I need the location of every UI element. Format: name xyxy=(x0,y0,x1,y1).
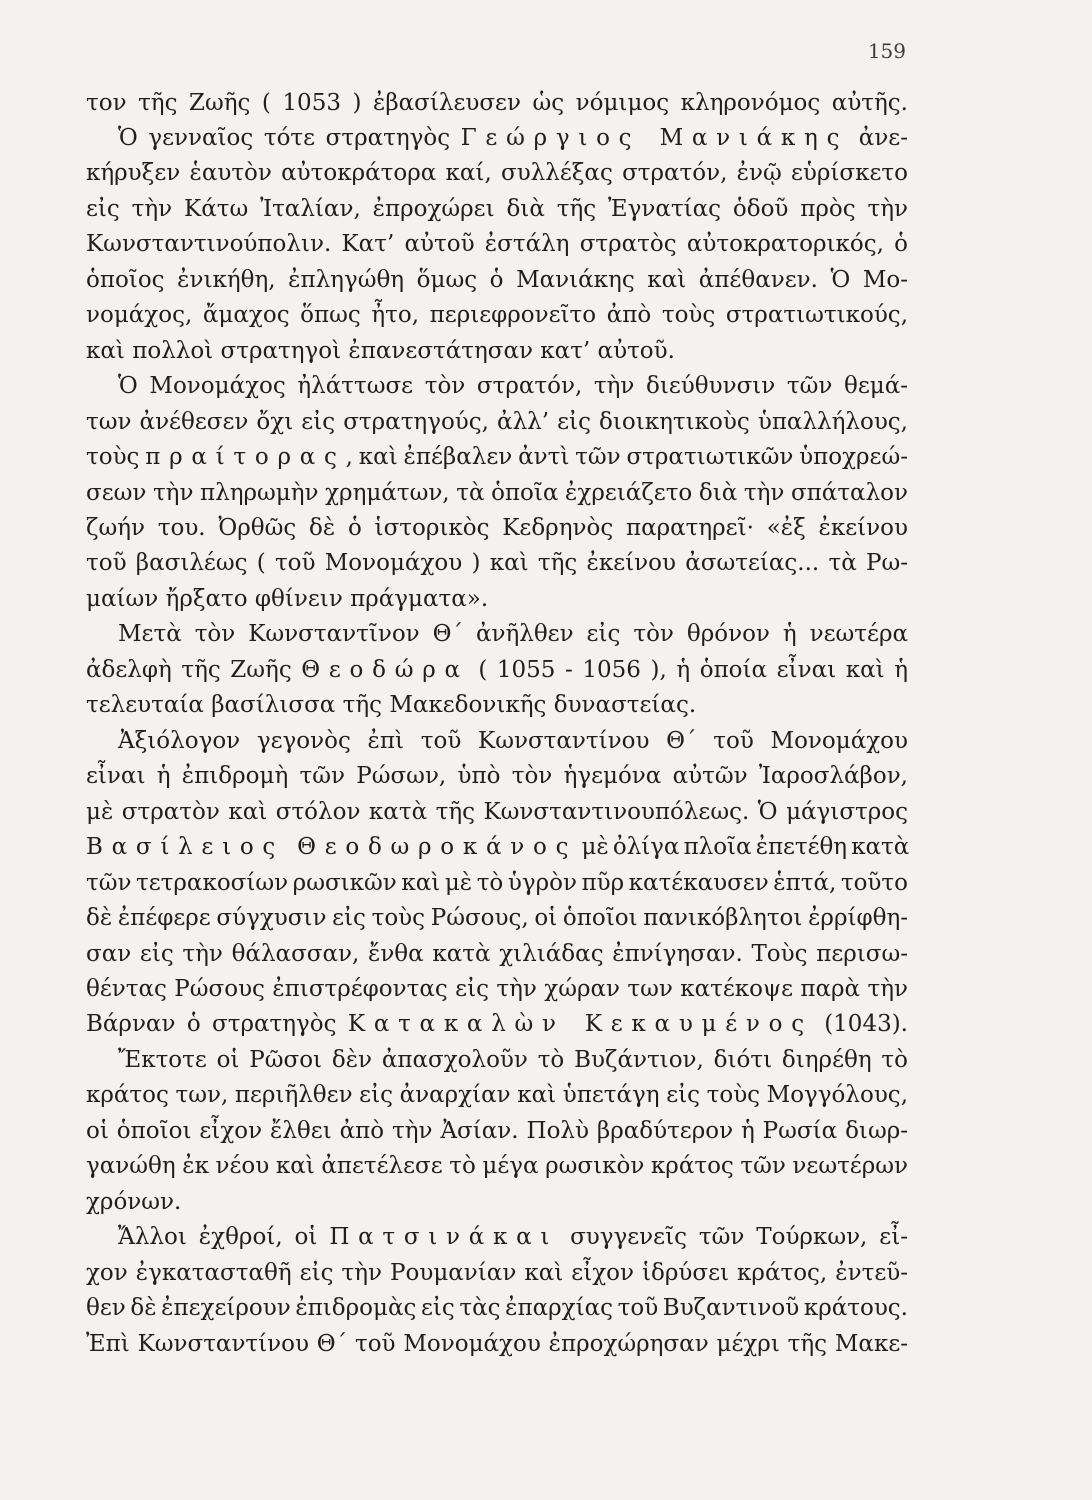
text-run: Ἐπὶ Κωνσταντίνου Θ΄ τοῦ Μονομάχου ἐπροχώρησαν μέχρι τῆς Μακε- xyxy=(86,1330,908,1357)
text-line xyxy=(86,1327,908,1362)
text-line xyxy=(86,192,908,227)
emphasized-name: πραίτορας xyxy=(145,444,346,471)
text-run: ζωήν του. Ὀρθῶς δὲ ὁ ἱστορικὸς Κεδρηνὸς παρατηρεῖ· «ἐξ ἐκείνου xyxy=(86,515,908,542)
line-content xyxy=(86,227,908,262)
text-run: (1043). xyxy=(812,1011,908,1038)
text-run: σεων τὴν πληρωμὴν χρημάτων, τὰ ὁποῖα ἐχρειάζετο διὰ τὴν σπάταλον xyxy=(86,479,908,506)
line-content xyxy=(86,440,908,475)
line-content xyxy=(118,1220,908,1255)
line-content xyxy=(86,334,675,369)
line-content xyxy=(86,476,908,511)
line-content xyxy=(86,156,908,191)
text-run: των ἀνέθεσεν ὄχι εἰς στρατηγούς, ἀλλ’ εἰς διοικητικοὺς ὑπαλλήλους, xyxy=(86,408,908,435)
text-run: ( 1055 - 1056 ), ἡ ὁποία εἶναι καὶ ἡ xyxy=(468,656,908,683)
text-run: Ὁ γενναῖος τότε στρατηγὸς xyxy=(118,124,461,151)
line-content xyxy=(86,1256,908,1291)
line-content xyxy=(86,1185,181,1220)
text-line xyxy=(86,334,675,369)
paragraph-first-line xyxy=(118,1043,908,1078)
text-line xyxy=(86,440,908,475)
emphasized-name: Κατακαλὼν Κεκαυμένος xyxy=(347,1011,813,1038)
text-run: κράτος των, περιῆλθεν εἰς ἀναρχίαν καὶ ὑπετάγη εἰς τοὺς Μογγόλους, xyxy=(86,1082,908,1109)
line-content xyxy=(118,369,908,404)
text-run: Ἔκτοτε οἱ Ρῶσοι δὲν ἀπασχολοῦν τὸ Βυζάντιον, διότι διηρέθη τὸ xyxy=(118,1046,908,1073)
text-run: τοὺς xyxy=(86,444,146,471)
text-line xyxy=(86,1078,908,1113)
text-line xyxy=(86,1256,908,1291)
text-line xyxy=(86,937,908,972)
text-run: ὁποῖος ἐνικήθη, ἐπληγώθη ὅμως ὁ Μανιάκης καὶ ἀπέθανεν. Ὁ Μο- xyxy=(86,266,908,293)
line-content xyxy=(86,405,908,440)
text-run: εἰς τὴν Κάτω Ἰταλίαν, ἐπροχώρει διὰ τῆς Ἐγνατίας ὁδοῦ πρὸς τὴν xyxy=(86,195,908,222)
line-content xyxy=(86,546,908,581)
text-run: ἀνε- xyxy=(848,124,908,151)
text-line xyxy=(86,476,908,511)
text-line xyxy=(86,795,908,830)
text-run: Μετὰ τὸν Κωνσταντῖνον Θ΄ ἀνῆλθεν εἰς τὸν θρόνον ἡ νεωτέρα xyxy=(118,621,908,648)
text-line xyxy=(86,405,908,440)
text-line xyxy=(86,1114,908,1149)
text-line xyxy=(86,830,909,865)
text-run: μὲ στρατὸν καὶ στόλον κατὰ τῆς Κωνσταντινουπόλεως. Ὁ μάγιστρος xyxy=(86,798,908,825)
line-content xyxy=(86,1149,908,1184)
text-line xyxy=(86,759,908,794)
line-content xyxy=(86,263,908,298)
line-content xyxy=(118,121,908,156)
line-content xyxy=(118,724,908,759)
page-number: 159 xyxy=(867,39,906,63)
text-line xyxy=(86,901,908,936)
line-content xyxy=(86,582,488,617)
line-content xyxy=(86,795,908,830)
text-line xyxy=(86,546,908,581)
text-run: χρόνων. xyxy=(86,1188,182,1215)
text-run: γανώθη ἐκ νέου καὶ ἀπετέλεσε τὸ μέγα ρωσικὸν κράτος τῶν νεωτέρων xyxy=(86,1153,908,1180)
text-run: τελευταία βασίλισσα τῆς Μακεδονικῆς δυναστείας. xyxy=(86,692,697,719)
line-content xyxy=(86,1291,908,1326)
text-line xyxy=(86,511,908,546)
line-content xyxy=(86,688,696,723)
line-content xyxy=(86,86,908,121)
line-content xyxy=(86,1327,908,1362)
text-run: δὲ ἐπέφερε σύγχυσιν εἰς τοὺς Ρώσους, οἱ ὁποῖοι πανικόβλητοι ἐρρίφθη- xyxy=(86,905,908,932)
text-line xyxy=(86,227,908,262)
text-run: καὶ πολλοὶ στρατηγοὶ ἐπανεστάτησαν κατ’ αὐτοῦ. xyxy=(86,337,675,364)
text-run: σαν εἰς τὴν θάλασσαν, ἔνθα κατὰ χιλιάδας ἐπνίγησαν. Τοὺς περισω- xyxy=(86,940,908,967)
paragraph-first-line xyxy=(118,724,908,759)
text-run: τον τῆς Ζωῆς ( 1053 ) ἐβασίλευσεν ὡς νόμιμος κληρονόμος αὐτῆς. xyxy=(86,89,908,116)
paragraph-first-line xyxy=(118,617,908,652)
text-run: Ὁ Μονομάχος ἠλάττωσε τὸν στρατόν, τὴν διεύθυνσιν τῶν θεμά- xyxy=(118,373,908,400)
text-line xyxy=(86,1007,908,1042)
line-content xyxy=(86,759,908,794)
text-run: οἱ ὁποῖοι εἶχον ἔλθει ἀπὸ τὴν Ἀσίαν. Πολὺ βραδύτερον ἡ Ρωσία διωρ- xyxy=(86,1117,908,1144)
line-content xyxy=(86,1078,908,1113)
line-content xyxy=(118,617,908,652)
emphasized-name: Πατσινάκαι xyxy=(329,1224,559,1251)
text-run: Ἄλλοι ἐχθροί, οἱ xyxy=(118,1224,330,1251)
text-line xyxy=(86,1185,181,1220)
emphasized-name: Γεώργιος Μανιάκης xyxy=(460,124,849,151)
paragraph-first-line xyxy=(118,369,908,404)
text-run: συγγενεῖς τῶν Τούρκων, εἶ- xyxy=(558,1224,908,1251)
text-line xyxy=(86,972,908,1007)
text-line xyxy=(86,298,908,333)
text-line xyxy=(86,1149,908,1184)
text-run: μαίων ἤρξατο φθίνειν πράγματα». xyxy=(86,585,489,612)
line-content xyxy=(86,192,908,227)
line-content xyxy=(86,972,908,1007)
text-run: θεν δὲ ἐπεχείρουν ἐπιδρομὰς εἰς τὰς ἐπαρχίας τοῦ Βυζαντινοῦ κράτους. xyxy=(86,1295,908,1322)
line-content xyxy=(86,511,908,546)
text-line xyxy=(86,866,908,901)
text-run: Βάρναν ὁ στρατηγὸς xyxy=(86,1011,348,1038)
paragraph-first-line xyxy=(118,121,908,156)
text-line xyxy=(86,688,696,723)
text-line xyxy=(86,582,488,617)
line-content xyxy=(86,298,908,333)
text-run: εἶναι ἡ ἐπιδρομὴ τῶν Ρώσων, ὑπὸ τὸν ἡγεμόνα αὐτῶν Ἰαροσλάβον, xyxy=(86,763,908,790)
line-content xyxy=(86,937,908,972)
text-line xyxy=(86,1291,908,1326)
text-run: κήρυξεν ἑαυτὸν αὐτοκράτορα καί, συλλέξας στρατόν, ἐνῷ εὑρίσκετο xyxy=(86,160,908,187)
text-line xyxy=(86,86,908,121)
text-line xyxy=(86,156,908,191)
line-content xyxy=(86,830,909,865)
line-content xyxy=(86,866,908,901)
text-line xyxy=(86,653,908,688)
text-line xyxy=(86,263,908,298)
line-content xyxy=(86,1007,908,1042)
emphasized-name: Βασίλειος Θεοδωροκάνος xyxy=(86,834,578,861)
text-run: , καὶ ἐπέβαλεν ἀντὶ τῶν στρατιωτικῶν ὑποχρεώ- xyxy=(345,444,908,471)
text-run: ἀδελφὴ τῆς Ζωῆς xyxy=(86,656,302,683)
text-run: τοῦ βασιλέως ( τοῦ Μονομάχου ) καὶ τῆς ἐκείνου ἀσωτείας... τὰ Ρω- xyxy=(86,550,908,577)
text-run: τῶν τετρακοσίων ρωσικῶν καὶ μὲ τὸ ὑγρὸν πῦρ κατέκαυσεν ἑπτά, τοῦτο xyxy=(86,869,908,896)
line-content xyxy=(86,901,908,936)
text-run: μὲ ὀλίγα πλοῖα ἐπετέθη κατὰ xyxy=(577,834,910,861)
line-content xyxy=(86,1114,908,1149)
line-content xyxy=(86,653,908,688)
text-run: χον ἐγκατασταθῆ εἰς τὴν Ρουμανίαν καὶ εἶχον ἱδρύσει κράτος, ἐντεῦ- xyxy=(86,1259,908,1286)
text-run: θέντας Ρώσους ἐπιστρέφοντας εἰς τὴν χώραν των κατέκοψε παρὰ τὴν xyxy=(86,976,908,1002)
line-content xyxy=(118,1043,908,1078)
text-run: Ἀξιόλογον γεγονὸς ἐπὶ τοῦ Κωνσταντίνου Θ΄ τοῦ Μονομάχου xyxy=(118,727,908,754)
text-run: νομάχος, ἄμαχος ὅπως ἦτο, περιεφρονεῖτο ἀπὸ τοὺς στρατιωτικούς, xyxy=(86,302,908,329)
emphasized-name: Θεοδώρα xyxy=(301,656,469,683)
paragraph-first-line xyxy=(118,1220,908,1255)
text-run: Κωνσταντινούπολιν. Κατ’ αὐτοῦ ἐστάλη στρατὸς αὐτοκρατορικός, ὁ xyxy=(86,231,908,258)
